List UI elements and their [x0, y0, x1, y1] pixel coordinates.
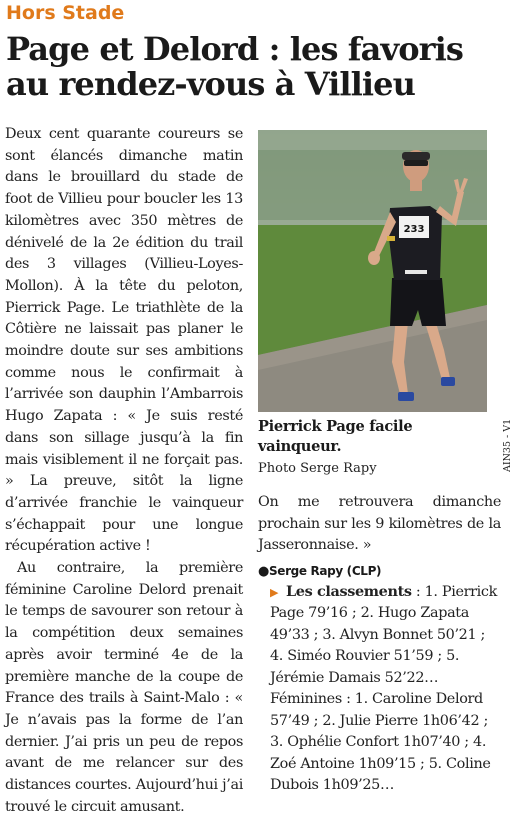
- bullet-icon: ●: [258, 563, 269, 579]
- photo-credit: Photo Serge Rapy: [258, 461, 377, 476]
- bib-number: 233: [403, 224, 425, 235]
- body-paragraph-2: Au contraire, la première féminine Caroline Delord prenait le temps de savourer son retour à la compétition deux semaines après avoir terminé 4e de la première manche de la coupe de France des trails à Saint-Malo : « Je n’avais pas la forme de l’an dernier. J’ai pris un peu de repos avant de me relancer sur des distances courtes. Aujourd’hui j’ai trouvé le circuit amusant.: [5, 560, 243, 815]
- byline-author: Serge Rapy (CLP): [269, 563, 382, 578]
- body-paragraph-3: On me retrouvera dimanche prochain sur les 9 kilomètres de la Jasseronnaise. »: [258, 494, 501, 553]
- byline: [258, 562, 501, 581]
- article-body-right: [258, 492, 501, 797]
- runner-illustration: [258, 130, 487, 412]
- caption-title: Pierrick Page facile vainqueur.: [258, 418, 413, 455]
- article-headline: [6, 32, 511, 102]
- runner-photo: [258, 130, 487, 412]
- results-block: [258, 581, 501, 797]
- section-rubric: Hors Stade: [6, 2, 125, 24]
- triangle-arrow-icon: ▶: [270, 585, 279, 599]
- body-paragraph-1: Deux cent quarante coureurs se sont élancés dimanche matin dans le brouillard du stade de foot de Villieu pour boucler les 13 kilomètres avec 350 mètres de dénivelé de la 2e édition du trail des 3 villages (Villieu-Loyes-Mollon). À la tête du peloton, Pierrick Page. Le triathlète de la Côtière ne laissait pas planer le moindre doute sur ses ambitions comme nous le confirmait à l’arrivée son dauphin l’Ambarrois Hugo Zapata : « Je suis resté dans son sillage jusqu’à la fin mais visiblement il ne forçait pas. » La preuve, sitôt la ligne d’arrivée franchie le vainqueur s’échappait pour une longue récupération active !: [5, 126, 243, 555]
- results-label: Les classements: [286, 582, 412, 600]
- article-body-left: [5, 124, 243, 819]
- results-text: : 1. Pierrick Page 79’16 ; 2. Hugo Zapata 49’33 ; 3. Alvyn Bonnet 50’21 ; 4. Siméo Rouvier 51’59 ; 5. Jérémie Damais 52’22… Féminines : 1. Caroline Delord 57’49 ; 2. Julie Pierre 1h06’42 ; 3. Ophélie Confort 1h07’40 ; 4. Zoé Antoine 1h09’15 ; 5. Coline Dubois 1h09’25…: [270, 583, 498, 793]
- photo-caption: [258, 417, 498, 479]
- headline-line-2: au rendez-vous à Villieu: [6, 65, 415, 103]
- headline-line-1: Page et Delord : les favoris: [6, 30, 463, 68]
- page-reference: AIN35 - V1: [502, 418, 513, 472]
